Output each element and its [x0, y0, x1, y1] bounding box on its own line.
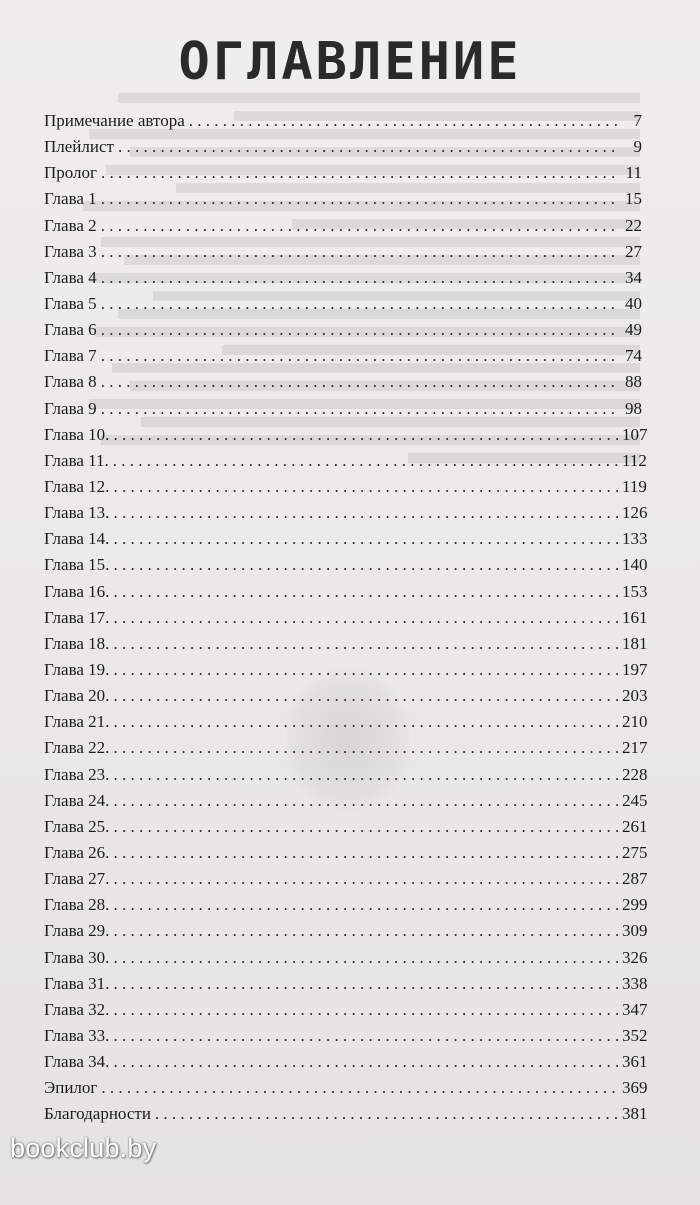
toc-leader-dots: [113, 500, 618, 526]
toc-entry-label: Эпилог: [44, 1078, 98, 1098]
toc-entry-label: Глава 15.: [44, 555, 110, 575]
toc-entry-label: Глава 1: [44, 189, 97, 209]
toc-entry-label: Глава 3: [44, 241, 97, 261]
toc-entry-page: 9: [633, 137, 642, 157]
toc-leader-dots: [113, 840, 618, 866]
toc-entry-page: 338: [622, 973, 648, 993]
toc-entry-label: Глава 6: [44, 320, 97, 340]
toc-leader-dots: [101, 396, 618, 422]
toc-leader-dots: [113, 552, 618, 578]
toc-entry-label: Глава 27.: [44, 869, 110, 889]
toc-entry: [44, 134, 642, 160]
toc-entry: [44, 291, 642, 317]
toc-entry-page: 217: [622, 738, 648, 758]
toc-leader-dots: [101, 213, 618, 239]
toc-entry-page: 309: [622, 921, 648, 941]
toc-leader-dots: [101, 1075, 618, 1101]
toc-entry-label: Глава 25.: [44, 816, 110, 836]
toc-entry-label: Глава 32.: [44, 999, 110, 1019]
toc-entry: [44, 108, 642, 134]
toc-entry-page: 228: [622, 764, 648, 784]
toc-entry-label: Глава 16.: [44, 581, 110, 601]
toc-leader-dots: [101, 160, 618, 186]
toc-entry-label: Глава 18.: [44, 633, 110, 653]
toc-entry-label: Глава 5: [44, 293, 97, 313]
toc-leader-dots: [113, 631, 618, 657]
toc-entry-page: 326: [622, 947, 648, 967]
toc-entry: [44, 239, 642, 265]
toc-entry-label: Глава 30.: [44, 947, 110, 967]
toc-leader-dots: [113, 762, 618, 788]
toc-leader-dots: [113, 709, 618, 735]
toc-entry: [44, 683, 648, 709]
toc-entry: [44, 918, 648, 944]
toc-leader-dots: [113, 683, 618, 709]
page-title-text: ОГЛАВЛЕНИЕ: [178, 32, 522, 92]
toc-leader-dots: [101, 239, 618, 265]
toc-leader-dots: [101, 369, 618, 395]
toc-entry: [44, 1101, 648, 1127]
toc-leader-dots: [101, 317, 618, 343]
toc-entry-page: 161: [622, 607, 648, 627]
toc-leader-dots: [113, 448, 618, 474]
toc-leader-dots: [113, 866, 618, 892]
toc-leader-dots: [113, 814, 618, 840]
toc-leader-dots: [155, 1101, 618, 1127]
toc-entry: [44, 788, 648, 814]
toc-entry-label: Глава 26.: [44, 842, 110, 862]
toc-entry-label: Глава 34.: [44, 1052, 110, 1072]
toc-leader-dots: [113, 788, 618, 814]
toc-entry-page: 352: [622, 1025, 648, 1045]
toc-entry: [44, 186, 642, 212]
toc-leader-dots: [113, 579, 618, 605]
toc-leader-dots: [113, 657, 618, 683]
toc-entry: [44, 657, 648, 683]
toc-entry-page: 107: [622, 424, 648, 444]
toc-entry-label: Глава 20.: [44, 686, 110, 706]
toc-entry: [44, 971, 648, 997]
toc-entry-page: 261: [622, 816, 648, 836]
toc-entry: [44, 265, 642, 291]
toc-entry-label: Глава 17.: [44, 607, 110, 627]
toc-leader-dots: [113, 945, 618, 971]
toc-entry-label: Глава 24.: [44, 790, 110, 810]
toc-entry-label: Примечание автора: [44, 111, 185, 130]
toc-leader-dots: [189, 108, 618, 134]
toc-entry-label: Плейлист: [44, 137, 114, 157]
toc-entry: [44, 814, 648, 840]
toc-entry-page: 275: [622, 842, 648, 862]
toc-leader-dots: [113, 735, 618, 761]
toc-leader-dots: [113, 526, 618, 552]
toc-entry-page: 287: [622, 869, 648, 889]
toc-entry-page: 98: [625, 398, 642, 418]
toc-entry: [44, 866, 648, 892]
toc-entry-page: 245: [622, 790, 648, 810]
toc-entry: [44, 762, 648, 788]
toc-entry: [44, 369, 642, 395]
toc-entry-label: Глава 31.: [44, 973, 110, 993]
toc-leader-dots: [101, 186, 618, 212]
toc-entry: [44, 552, 648, 578]
toc-leader-dots: [113, 422, 618, 448]
toc-entry-page: 140: [622, 555, 648, 575]
toc-entry-page: 381: [622, 1104, 648, 1124]
toc-entry-label: Глава 14.: [44, 529, 110, 549]
toc-entry-page: 74: [625, 346, 642, 366]
toc-entry-page: 40: [625, 293, 642, 313]
toc-entry-page: 7: [633, 111, 642, 130]
toc-leader-dots: [113, 997, 618, 1023]
toc-leader-dots: [118, 134, 618, 160]
toc-entry-label: Глава 9: [44, 398, 97, 418]
toc-entry-page: 112: [622, 450, 647, 470]
watermark: bookclub.by: [10, 1133, 157, 1163]
toc-entry-page: 88: [625, 372, 642, 392]
toc-entry: [44, 448, 647, 474]
toc-entry: [44, 317, 642, 343]
toc-entry: [44, 474, 647, 500]
toc-entry-label: Глава 11.: [44, 450, 109, 470]
toc-leader-dots: [113, 1049, 618, 1075]
toc-entry-page: 361: [622, 1052, 648, 1072]
toc-entry-label: Глава 23.: [44, 764, 110, 784]
toc-entry: [44, 840, 648, 866]
toc-entry-page: 197: [622, 659, 648, 679]
toc-entry-page: 203: [622, 686, 648, 706]
toc-entry: [44, 396, 642, 422]
toc-entry-label: Глава 29.: [44, 921, 110, 941]
toc-entry-label: Благодарности: [44, 1104, 151, 1124]
toc-entry-page: 27: [625, 241, 642, 261]
toc-entry: [44, 1075, 648, 1101]
toc-entry-label: Глава 19.: [44, 659, 110, 679]
toc-entry-page: 126: [622, 503, 648, 523]
toc-entry: [44, 892, 648, 918]
toc-entry-page: 210: [622, 712, 648, 732]
toc-entry: [44, 422, 648, 448]
toc-entry: [44, 343, 642, 369]
toc-entry-label: Глава 28.: [44, 895, 110, 915]
toc-entry-label: Глава 10.: [44, 424, 110, 444]
toc-entry-page: 34: [625, 267, 642, 287]
toc-entry: [44, 997, 648, 1023]
toc-entry: [44, 605, 648, 631]
table-of-contents: [44, 108, 648, 1127]
toc-entry-page: 347: [622, 999, 648, 1019]
toc-entry: [44, 1023, 648, 1049]
toc-entry-page: 299: [622, 895, 648, 915]
toc-entry: [44, 500, 648, 526]
toc-entry-page: 153: [622, 581, 648, 601]
toc-leader-dots: [113, 971, 618, 997]
toc-entry-label: Глава 21.: [44, 712, 110, 732]
toc-leader-dots: [101, 343, 618, 369]
toc-leader-dots: [113, 892, 618, 918]
toc-leader-dots: [113, 1023, 618, 1049]
toc-entry-page: 369: [622, 1078, 648, 1098]
toc-entry-label: Глава 2: [44, 215, 97, 235]
toc-entry-page: 133: [622, 529, 648, 549]
toc-entry-label: Пролог: [44, 163, 98, 183]
toc-entry-label: Глава 33.: [44, 1025, 110, 1045]
toc-entry: [44, 579, 648, 605]
toc-entry-label: Глава 22.: [44, 738, 110, 758]
toc-entry-label: Глава 7: [44, 346, 97, 366]
toc-leader-dots: [113, 918, 618, 944]
toc-entry: [44, 735, 648, 761]
toc-entry: [44, 631, 648, 657]
toc-entry-label: Глава 13.: [44, 503, 110, 523]
toc-leader-dots: [101, 291, 618, 317]
toc-entry: [44, 213, 642, 239]
toc-entry-page: 181: [622, 633, 648, 653]
toc-entry-page: 22: [625, 215, 642, 235]
toc-entry-page: 11: [625, 163, 642, 183]
toc-entry: [44, 709, 648, 735]
toc-entry: [44, 945, 648, 971]
toc-entry-label: Глава 8: [44, 372, 97, 392]
page-title: [0, 32, 700, 92]
toc-entry-page: 49: [625, 320, 642, 340]
toc-leader-dots: [101, 265, 618, 291]
toc-entry: [44, 526, 648, 552]
toc-entry: [44, 1049, 648, 1075]
toc-entry-label: Глава 12.: [44, 476, 110, 496]
toc-entry-label: Глава 4: [44, 267, 97, 287]
toc-entry-page: 15: [625, 189, 642, 209]
toc-entry-page: 119: [622, 476, 647, 496]
toc-entry: [44, 160, 642, 186]
toc-leader-dots: [113, 474, 618, 500]
toc-leader-dots: [113, 605, 618, 631]
